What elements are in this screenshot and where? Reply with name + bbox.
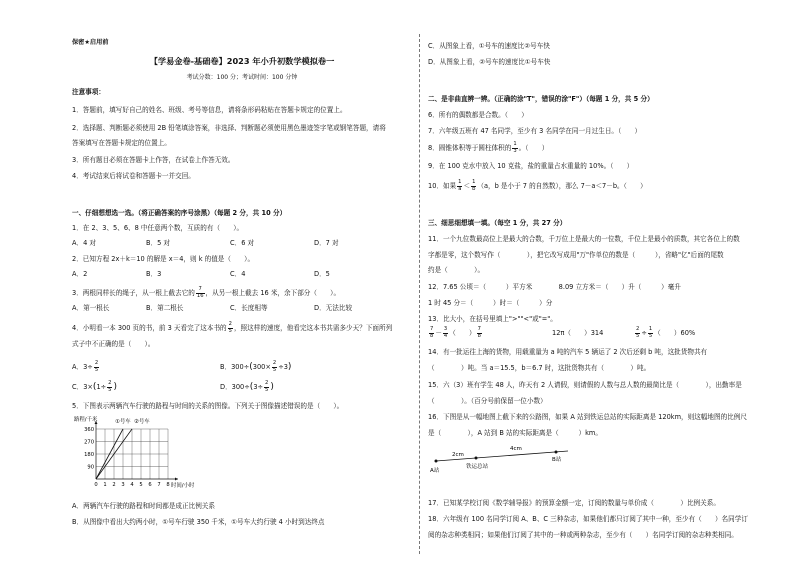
fraction-denominator: 5 [94,366,99,373]
q14-line: 14．有一批运往上海的货物，用载重量为 a 吨的汽车 5 辆运了 2 次后还剩 b 吨，这批货物共有 [428,348,708,356]
q3-stem-text: ，从另一根上截去 16 米，余下部分（ ）。 [205,289,341,298]
q3-option-c[interactable]: C．长度相等 [230,304,268,312]
map-segment-2: 4cm [510,446,522,452]
fraction-numerator: 7 [430,326,434,332]
q4-stem [72,322,392,334]
series-label: ②号车 [134,419,150,425]
x-tick-label: 5 [139,482,143,488]
section3-heading: 三、细思细想填一填。（每空 1 分，共 27 分） [428,219,567,227]
q16-road-map [428,441,578,481]
fraction-denominator: 5 [228,327,232,334]
q10-text: （a，b 是小于 7 的自然数），那么 7－a＜7－b。（ ） [477,182,647,191]
series-label: ①号车 [115,419,131,425]
q15-line: 15．六（3）班有学生 48 人，昨天有 2 人请假，则请假的人数与总人数的最简比是（ ），出勤率是 [428,381,742,389]
q4-stem-line2: 式子中不正确的是（ ）。 [72,340,155,348]
q3-stem [72,287,340,299]
q13-text: － [435,329,442,338]
x-tick-label: 6 [148,482,152,488]
map-label-hub: 铁运总站 [466,464,489,470]
q10 [428,180,647,192]
notice-line: 1．答题前，填写好自己的姓名、班级、考号等信息，请将条形码粘贴在答题卡规定的位置上。 [72,106,347,114]
q1-option-d[interactable]: D．7 对 [314,239,339,247]
q11-line: 约是（ ）。 [428,266,485,274]
q4-option-c[interactable] [72,381,117,393]
fraction-denominator: a [458,185,462,192]
q2-option-a[interactable]: A．2 [72,270,88,278]
map-label-b: B站 [552,457,562,463]
x-tick-label: 1 [103,482,107,488]
option-text: D．300÷ [220,383,250,392]
q10-text: ＜ [463,182,471,191]
q4-option-b[interactable] [220,361,291,373]
q8-fraction [512,142,517,154]
q10-fraction [471,180,476,192]
q13-fraction [443,327,448,339]
q13-fraction [477,327,482,339]
fraction-denominator: 16 [196,292,204,299]
q1-stem: 1．在 2、3、5、6、8 中任意两个数，互质的有（ ）。 [72,224,244,232]
y-tick-label: 180 [84,452,94,458]
option-text: C．3× [72,383,93,392]
exam-title: 【学易金卷-基础卷】2023 年小升初数学模拟卷一 [149,56,335,66]
q4-option-a[interactable] [72,361,100,373]
y-tick-label: 270 [84,439,94,446]
q2-option-b[interactable]: B．3 [146,270,162,278]
q5-stem: 5．下图表示两辆汽车行驶的路程与时间的关系的图像。下列关于图像描述错误的是（ ）。 [72,402,344,410]
fraction-denominator: 5 [272,366,277,373]
secret-label: 保密★启用前 [72,39,109,46]
option-text: A．3÷ [72,363,93,372]
y-tick-label: 90 [87,464,94,471]
x-tick-label: 3 [121,482,125,488]
q2-option-c[interactable]: C．4 [230,270,246,278]
q5-distance-time-chart [72,415,195,493]
q4-option-d[interactable] [220,381,274,393]
x-tick-label: 4 [130,482,134,488]
fraction-numerator: 1 [472,179,476,185]
option-fraction [272,361,277,373]
x-tick-label: 8 [166,482,170,488]
fraction-numerator: 3 [443,326,448,332]
q13-text: ÷ [641,329,647,338]
fraction-denominator: 5 [265,386,269,393]
q3-option-d[interactable]: D．无法比较 [314,304,353,312]
section1-heading: 一、仔细想想选一选。（将正确答案的序号涂黑）（每题 2 分，共 10 分） [72,209,287,217]
q13-item-3 [634,327,695,339]
option-fraction [107,381,112,393]
q13-head: 13．比大小，在括号里填上">""<"或"="。 [428,315,557,323]
fraction-numerator: 1 [648,326,653,332]
q16-line: 16．下图是从一幅地图上截下来的公路图，如果 A 站到铁运总站的实际距离是 120km，则这幅地图的比例尺 [428,413,747,421]
map-station-hub [475,457,478,460]
q5-option-a[interactable]: A．两辆汽车行驶的路程和时间都是成正比例关系 [72,502,215,510]
q5-option-b[interactable]: B．从图像中看出大约两小时，①号车行驶 350 千米，①号车大约行驶 4 小时到达终点 [72,518,325,526]
x-tick-label: 2 [112,482,116,488]
q11-line: 11．一个九位数最高位上是最大的合数，千万位上是最大的一位数，千位上是最小的质数，其它各位上的数 [428,235,740,243]
notice-line: 3．所有题目必须在答题卡上作答，在试卷上作答无效。 [72,156,235,164]
q9: 9．在 100 克水中放入 10 克盐，盐的重量占水重量的 10%。（ ） [428,162,634,170]
paren-close: ) [113,382,117,393]
fraction-numerator: 2 [94,360,99,366]
x-tick-label: 0 [94,482,98,488]
x-axis-arrow [175,478,178,481]
fraction-numerator: 7 [477,326,481,332]
score-info: 考试分数：100 分；考试时间：100 分钟 [186,74,298,81]
q3-option-b[interactable]: B．第二根长 [146,304,184,312]
q1-option-b[interactable]: B．5 对 [146,239,171,247]
q16-line: 是（ ），A 站到 B 站的实际距离是（ ）km。 [428,429,602,437]
q1-option-a[interactable]: A．4 对 [72,239,96,247]
q6: 6．所有的偶数都是合数。（ ） [428,111,528,119]
q14-line: （ ）吨。当 a＝15.5，b＝6.7 时，这批货物共有（ ）吨。 [428,364,651,372]
q7: 7．六年级五班有 47 名同学，至少有 3 名同学在同一月过生日。（ ） [428,127,642,135]
option-text: 1÷ [96,383,107,392]
fraction-denominator: 5 [636,332,640,339]
fraction-numerator: 1 [513,141,517,147]
option-text: 3÷ [253,383,264,392]
q1-option-c[interactable]: C．6 对 [230,239,255,247]
fraction-denominator: 5 [648,332,653,339]
option-text: 300× [252,363,271,372]
q8 [428,142,548,154]
paren-close: ) [287,362,292,373]
fraction-denominator: 3 [513,147,517,154]
paren-open: ( [249,362,253,373]
option-text: B．300÷ [220,363,250,372]
q3-stem-text: 3．两根同样长的绳子，从一根上截去它的 [72,289,195,298]
fraction-numerator: 2 [228,321,232,327]
q4-stem-text: ，照这样的速度，他看完这本书共需多少天？下面所列 [233,324,393,333]
fraction-numerator: 2 [265,380,269,386]
column-divider [419,34,420,554]
q4-stem-text: 4．小明看一本 300 页的书，前 3 天看完了这本书的 [72,324,227,333]
x-axis-title: 时间/小时 [171,483,195,489]
q18-line: 18．六年级有 100 名同学订阅 A、B、C 三种杂志，如果他们都只订阅了其中一种，至少有（ ）名同学订 [428,515,748,523]
q13-item-1 [428,327,483,339]
q18-line: 阅的杂志种类相同；如果他们订阅了其中的一种或两种杂志，至少有（ ）名同学订阅的杂志种类相同。 [428,531,738,539]
q2-stem: 2．已知方程 2x＋k＝10 的解是 x＝4，则 k 的值是（ ）。 [72,255,255,263]
paren-open: ( [92,382,97,393]
q10-text: 10．如果 [428,182,457,191]
fraction-denominator: 4 [443,332,448,339]
notice-title: 注意事项： [72,88,105,96]
fraction-denominator: 8 [430,332,434,339]
fraction-denominator: 5 [108,386,112,393]
paren-close: ) [270,382,274,393]
q2-option-d[interactable]: D．5 [314,270,330,278]
notice-line: 2．选择题、判断题必须使用 2B 铅笔填涂答案，非选择、判断题必须使用黑色墨迹签字笔或钢笔答题，请将 [72,124,386,132]
q13-blank[interactable]: （ ） [449,329,476,338]
q13-fraction [429,327,434,339]
q17-line: 17．已知某学校订阅《数学辅导报》的预算金额一定，订阅的数量与单价成（ ）比例关系。 [428,499,720,507]
q8-text: 8．圆锥体积等于圆柱体积的 [428,144,512,153]
notice-line: 答案填写在答题卡规定的位置上。 [72,139,171,147]
notice-line: 4．考试结束后将试卷和答题卡一并交回。 [72,172,195,180]
q13-fraction [635,327,640,339]
option-text: ÷3 [278,363,288,372]
map-station-a [435,460,438,463]
q13-fraction [648,327,653,339]
q10-fraction [457,180,462,192]
q15-line: （ ）。（百分号前保留一位小数） [428,397,547,405]
fraction-numerator: 2 [636,326,640,332]
q5-option-c[interactable]: C．从图象上看，①号车的速度比②号车快 [428,42,550,50]
q12-line: 12．7.65 公顷＝（ ）平方米 8.09 立方米＝（ ）升（ ）毫升 [428,283,681,291]
section2-heading: 二、是非曲直辨一辨。（正确的涂"T"，错误的涂"F"）（每题 1 分，共 5 分） [428,95,654,103]
option-fraction [264,381,269,393]
option-fraction [94,361,99,373]
q3-fraction [196,287,205,299]
q8-text: 。（ ） [518,144,549,153]
q5-option-d[interactable]: D．从图象上看，②号车的速度比①号车快 [428,58,551,66]
fraction-numerator: 1 [458,179,462,185]
q13-blank[interactable]: （ ）60% [654,329,696,338]
fraction-denominator: b [472,185,476,192]
map-station-b [555,451,558,454]
map-segment-1: 2cm [452,452,464,458]
q3-option-a[interactable]: A．第一根长 [72,304,110,312]
map-label-a: A站 [430,468,440,474]
q13-item-2: 12π（ ）314 [552,329,604,337]
x-tick-label: 7 [157,482,161,488]
fraction-numerator: 2 [108,380,112,386]
q12-line: 1 时 45 分＝（ ）时＝（ ）分 [428,299,553,307]
q4-fraction [228,322,233,334]
paren-open: ( [249,382,254,393]
fraction-numerator: 2 [272,360,277,366]
y-axis-title: 路程/千米 [74,417,98,423]
fraction-denominator: 8 [477,332,481,339]
y-tick-label: 360 [84,427,94,433]
fraction-numerator: 7 [196,287,205,294]
q11-line: 字都是零，这个数写作（ ），把它改写成用"万"作单位的数是（ ），省略"亿"后面的尾数 [428,251,724,259]
